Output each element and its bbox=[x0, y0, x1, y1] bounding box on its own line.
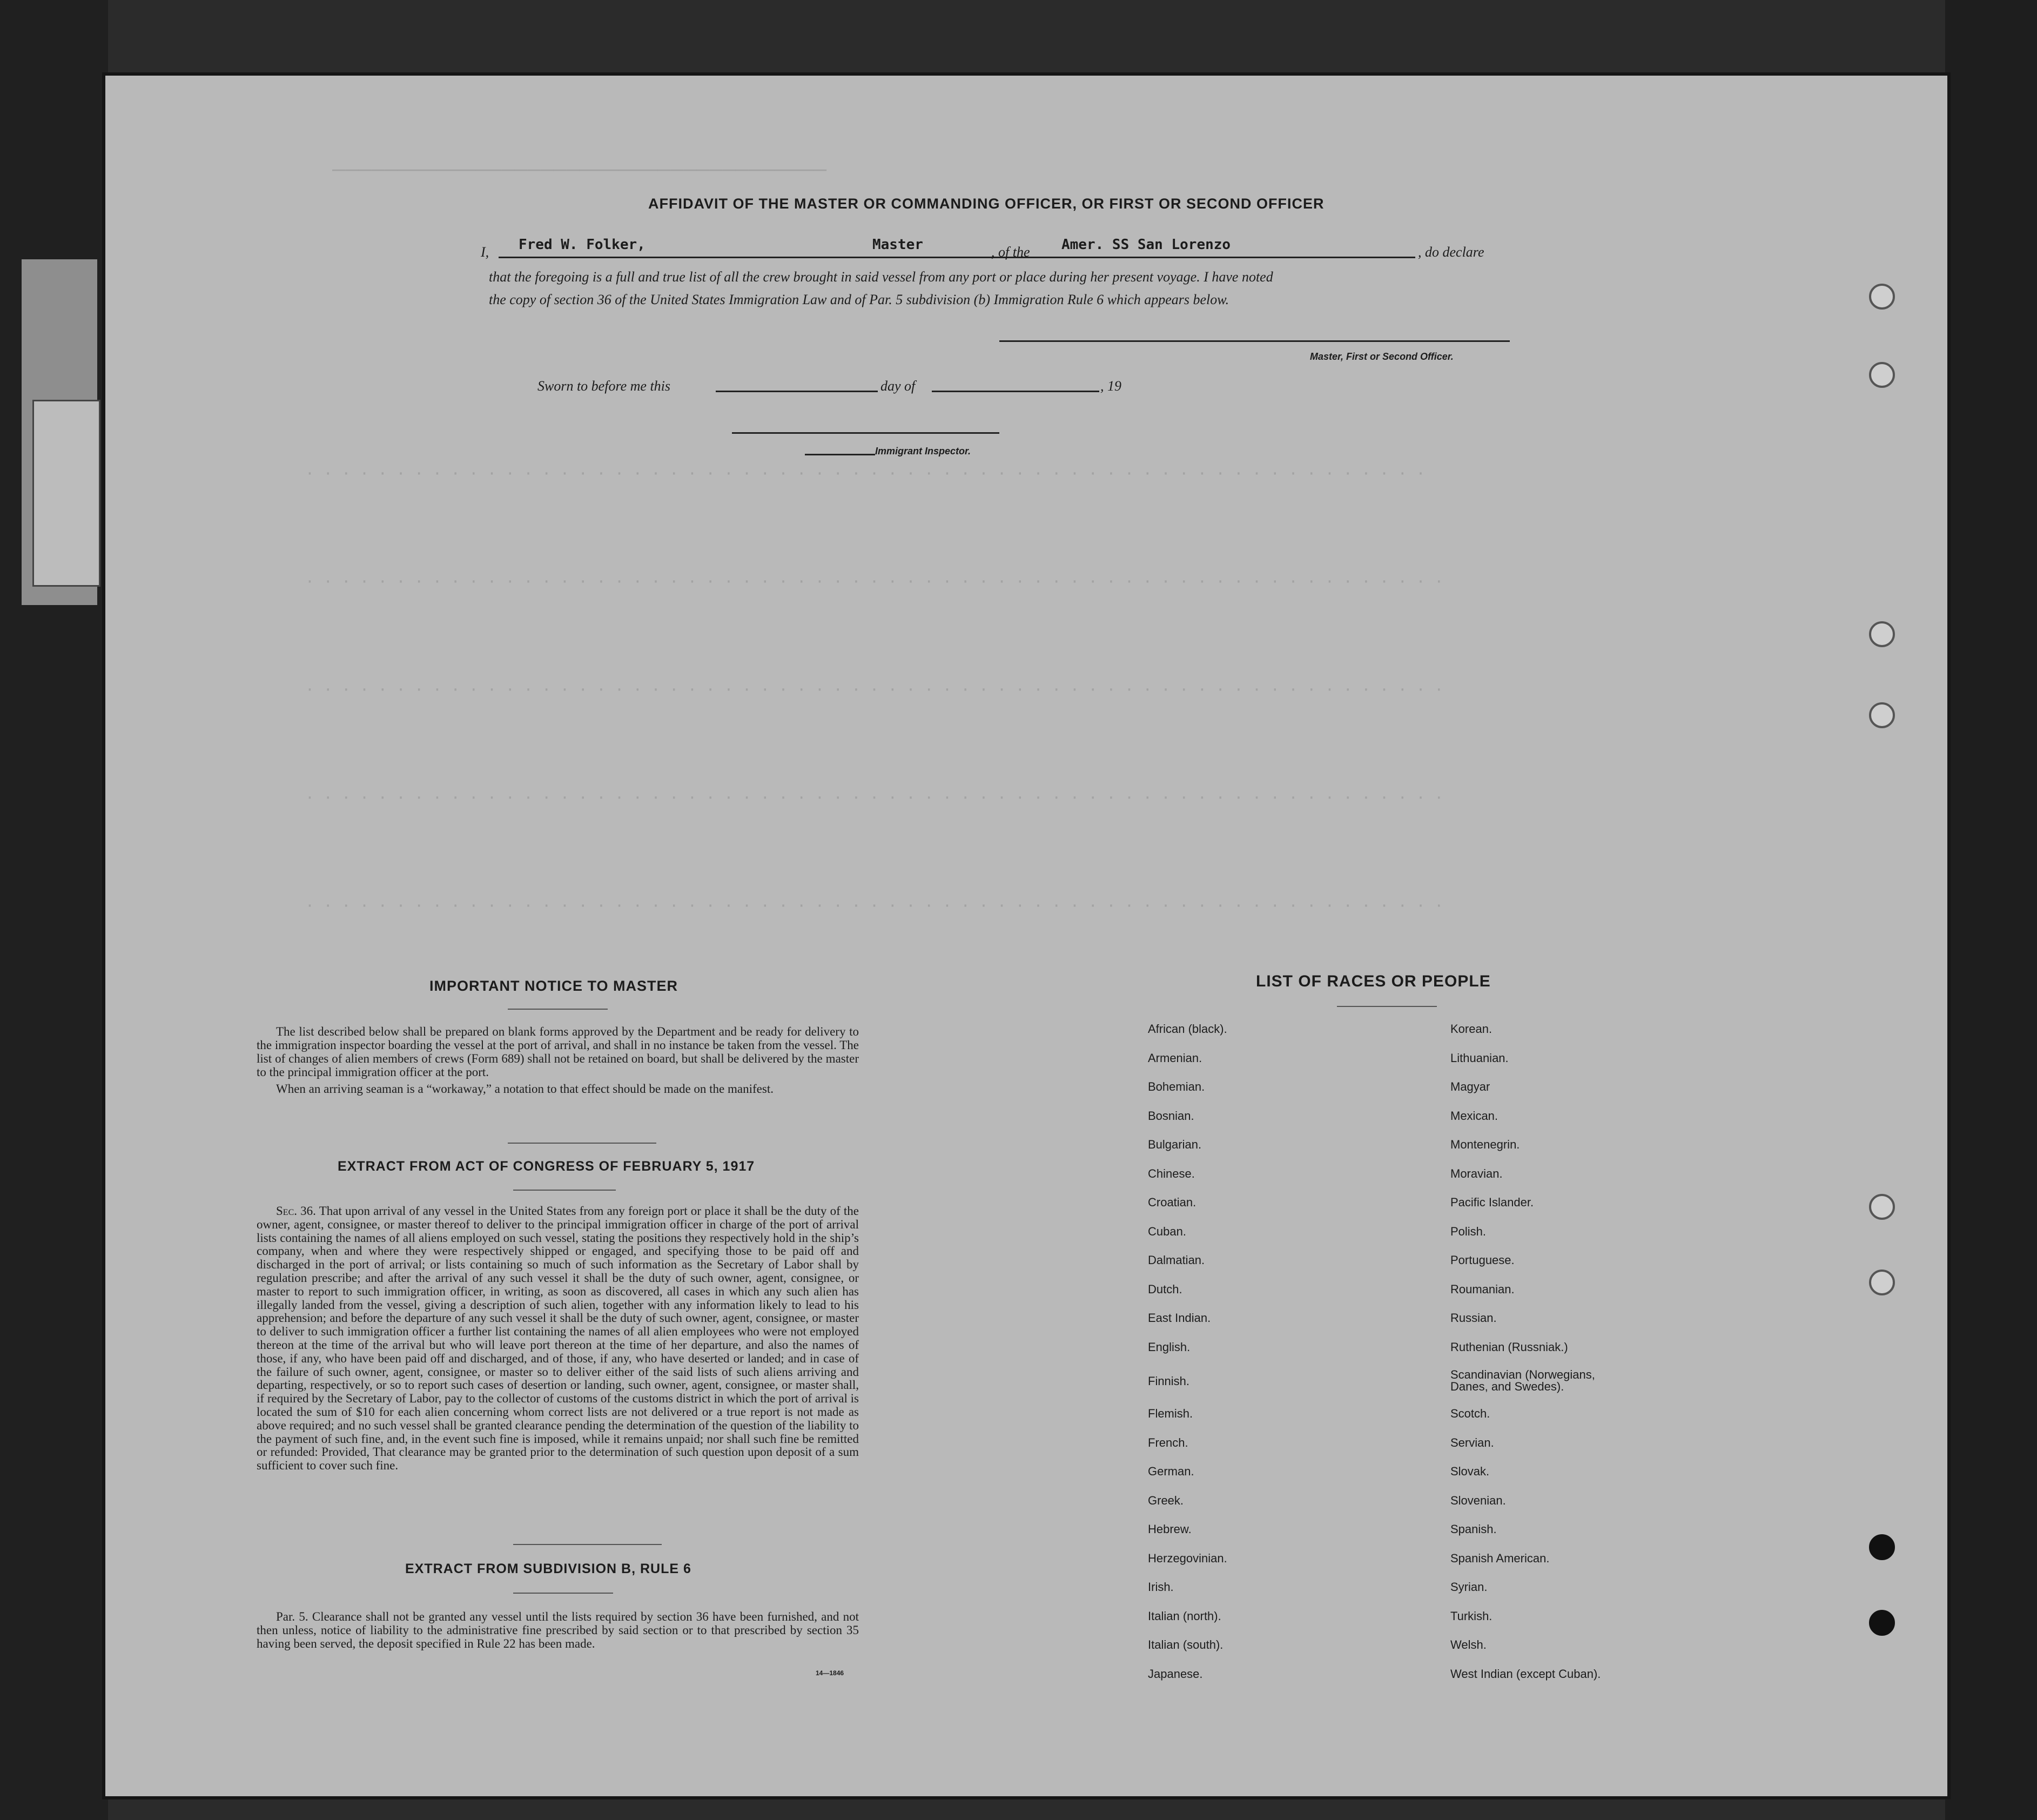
race-item: Greek. bbox=[1148, 1493, 1184, 1507]
race-item: Flemish. bbox=[1148, 1407, 1193, 1420]
affidavit-line1: that the foregoing is a full and true list of all the crew brought in said vessel from any port or place during her present voyage. I have noted bbox=[489, 269, 1273, 285]
race-item: Russian. bbox=[1450, 1311, 1497, 1325]
adjacent-page-form bbox=[32, 400, 100, 587]
punch-hole bbox=[1869, 1610, 1895, 1636]
section-divider bbox=[513, 1544, 662, 1545]
race-item: Dutch. bbox=[1148, 1282, 1182, 1296]
extract-rule-title: EXTRACT FROM SUBDIVISION B, RULE 6 bbox=[405, 1561, 691, 1576]
races-rule bbox=[1337, 1006, 1437, 1007]
sworn-day-line bbox=[716, 391, 878, 392]
section-36-text: That upon arrival of any vessel in the United States from any foreign port or place it shall be the duty of the owner, agent, consignee, or master thereof to deliver to the principal immigration officer in charge of the port of arrival lists containing the names of all aliens employed on such vessel, stating the positions they respectively hold in the ship’s company, when and where they were respectively shipped or engaged, and specifying those to be paid off and discharged in the port of arrival; or lists containing so much of such information as the Secretary of Labor shall by regulation prescribe; and after the arrival of any such vessel it shall be the duty of such owner, agent, consignee, or master to report to such immigration officer, in writing, as soon as discovered, all cases in which any such alien has illegally landed from the vessel, giving a description of such alien, together with any information likely to lead to his apprehension; and before the departure of any such vessel it shall be the duty of such owner, agent, consignee, or master to deliver to such immigration officer a further list containing the names of all alien employees who were not employed thereon at the time of the arrival but who will leave port thereon at the time of her departure, and also the names of those, if any, who have been paid off and discharged, and of those, if any, who have deserted or landed; and in case of the failure of such owner, agent, consignee, or master so to deliver either of the said lists of such aliens arriving and departing, respectively, or so to report such cases of desertion or landing, such owner, agent, consignee, or master shall, if required by the Secretary of Labor, pay to the collector of customs of the customs district in which the port of arrival is located the sum of $10 for each alien concerning whom correct lists are not delivered or a true report is not made as above required; and no such vessel shall be granted clearance pending the determination of the question of the liability to the payment of such fine, and, in the event such fine is imposed, while it remains unpaid; nor shall such fine be remitted or refunded: Provided, That clearance may be granted prior to the determination of such question upon deposit of a sum sufficient to cover such fine. bbox=[257, 1204, 859, 1473]
extract-rule-rule bbox=[513, 1593, 613, 1594]
extract-act-title: EXTRACT FROM ACT OF CONGRESS OF FEBRUARY 5, 1917 bbox=[338, 1159, 755, 1174]
inspector-underline bbox=[805, 454, 875, 455]
bleed-through-row: · · · · · · · · · · · · · · · · · · · · · · · · · · · · · · · · · · · · · · · · · · · · · · · · · · · · · · · · · · · · · · bbox=[305, 465, 1426, 482]
race-item bbox=[1148, 1369, 1418, 1407]
race-item bbox=[1450, 1369, 1677, 1407]
races-column-1 bbox=[1148, 1022, 1418, 1696]
race-item: Moravian. bbox=[1450, 1166, 1503, 1180]
race-item: Chinese. bbox=[1148, 1166, 1195, 1180]
race-item: Herzegovinian. bbox=[1148, 1551, 1227, 1565]
bleed-through-row: · · · · · · · · · · · · · · · · · · · · · · · · · · · · · · · · · · · · · · · · · · · · · · · · · · · · · · · · · · · · · · · bbox=[305, 897, 1444, 915]
scan-left-edge bbox=[0, 0, 108, 1820]
notice-paragraph-2: When an arriving seaman is a “workaway,” a notation to that effect should be made on the manifest. bbox=[276, 1082, 774, 1096]
race-item: Magyar bbox=[1450, 1080, 1490, 1093]
notice-title: IMPORTANT NOTICE TO MASTER bbox=[429, 978, 678, 994]
race-item: Syrian. bbox=[1450, 1580, 1488, 1594]
race-item: African (black). bbox=[1148, 1022, 1227, 1036]
bleed-through-row: · · · · · · · · · · · · · · · · · · · · · · · · · · · · · · · · · · · · · · · · · · · · · · · · · · · · · · · · · · · · · · · bbox=[305, 789, 1444, 807]
bleed-through-row: · · · · · · · · · · · · · · · · · · · · · · · · · · · · · · · · · · · · · · · · · · · · · · · · · · · · · · · · · · · · · · · bbox=[305, 681, 1444, 699]
race-item: Portuguese. bbox=[1450, 1253, 1515, 1267]
notice-text bbox=[257, 1025, 859, 1099]
race-item: East Indian. bbox=[1148, 1311, 1211, 1325]
document-page bbox=[105, 76, 1947, 1796]
race-item: Cuban. bbox=[1148, 1224, 1186, 1238]
punch-hole bbox=[1869, 1534, 1895, 1560]
bleed-through-heading: —————————————————————————————————————— bbox=[332, 157, 827, 182]
master-name: Fred W. Folker, bbox=[519, 237, 646, 253]
signature-label: Master, First or Second Officer. bbox=[1310, 351, 1454, 362]
rule-paragraph: Par. 5. Clearance shall not be granted any vessel until the lists required by section 36 have been furnished, and not then unless, notice of liability to the administrative fine prescribed by said section or to that prescribed by section 35 having been served, the deposit specified in Rule 22 has been made. bbox=[257, 1610, 859, 1650]
race-item: Mexican. bbox=[1450, 1109, 1498, 1123]
extract-act-rule bbox=[513, 1190, 616, 1191]
race-item: Montenegrin. bbox=[1450, 1138, 1520, 1151]
race-item: Italian (north). bbox=[1148, 1609, 1221, 1623]
affidavit-line2: the copy of section 36 of the United States Immigration Law and of Par. 5 subdivision (b) Immigration Rule 6 which appears below. bbox=[489, 292, 1229, 307]
races-column-2 bbox=[1450, 1022, 1677, 1696]
race-item: Armenian. bbox=[1148, 1051, 1202, 1065]
extract-rule-text bbox=[257, 1610, 859, 1654]
punch-hole bbox=[1869, 284, 1895, 310]
punch-hole bbox=[1869, 621, 1895, 647]
punch-hole bbox=[1869, 1194, 1895, 1220]
bleed-through-row: · · · · · · · · · · · · · · · · · · · · · · · · · · · · · · · · · · · · · · · · · · · · · · · · · · · · · · · · · · · · · · · bbox=[305, 573, 1444, 590]
race-item: Servian. bbox=[1450, 1435, 1494, 1449]
master-rank: Master bbox=[872, 237, 923, 253]
race-item: Ruthenian (Russniak.) bbox=[1450, 1340, 1568, 1354]
race-item: Slovak. bbox=[1450, 1465, 1490, 1478]
race-item: Slovenian. bbox=[1450, 1493, 1506, 1507]
extract-act-text bbox=[257, 1205, 859, 1476]
race-item: Scotch. bbox=[1450, 1407, 1490, 1420]
race-item: English. bbox=[1148, 1340, 1191, 1354]
notice-rule bbox=[508, 1009, 608, 1010]
race-item: Welsh. bbox=[1450, 1638, 1487, 1651]
section-divider bbox=[508, 1143, 656, 1144]
race-item: Hebrew. bbox=[1148, 1522, 1192, 1536]
race-item: Lithuanian. bbox=[1450, 1051, 1509, 1065]
sworn-label: Sworn to before me this bbox=[537, 378, 671, 394]
race-item: Spanish. bbox=[1450, 1522, 1497, 1536]
races-title: LIST OF RACES OR PEOPLE bbox=[1256, 972, 1491, 990]
affidavit-i-label: I, bbox=[481, 244, 489, 260]
section-label: Sec. 36. bbox=[276, 1204, 316, 1218]
signature-line bbox=[999, 340, 1510, 342]
vessel-name: Amer. SS San Lorenzo bbox=[1061, 237, 1231, 253]
notice-paragraph-1: The list described below shall be prepared on blank forms approved by the Department and be ready for delivery to the immigration inspector boarding the vessel at the port of arrival, and shall in no instance be taken from the vessel. The list of changes of alien members of crews (Form 689) shall not be retained on board, but shall be delivered by the master to the principal immigration officer at the port. bbox=[257, 1025, 859, 1079]
inspector-label: Immigrant Inspector. bbox=[875, 446, 971, 456]
race-item: Bosnian. bbox=[1148, 1109, 1194, 1123]
race-item: Bulgarian. bbox=[1148, 1138, 1202, 1151]
inspector-line bbox=[732, 432, 999, 434]
race-item: Italian (south). bbox=[1148, 1638, 1223, 1651]
sworn-month-line bbox=[932, 391, 1099, 392]
punch-hole bbox=[1869, 1270, 1895, 1295]
punch-hole bbox=[1869, 362, 1895, 388]
race-item: Japanese. bbox=[1148, 1667, 1203, 1681]
of-the-label: , of the bbox=[991, 244, 1030, 260]
race-item: Pacific Islander. bbox=[1450, 1196, 1534, 1209]
scan-right-edge bbox=[1945, 0, 2037, 1820]
race-item: Irish. bbox=[1148, 1580, 1174, 1594]
race-item: Bohemian. bbox=[1148, 1080, 1205, 1093]
race-item: Turkish. bbox=[1450, 1609, 1493, 1623]
race-item: Dalmatian. bbox=[1148, 1253, 1205, 1267]
race-item-text: Scandinavian (Norwegians, Danes, and Swedes). bbox=[1450, 1368, 1595, 1393]
race-item: Spanish American. bbox=[1450, 1551, 1550, 1565]
race-item-text: Finnish. bbox=[1148, 1374, 1190, 1388]
year-label: , 19 bbox=[1100, 378, 1121, 394]
race-item: West Indian (except Cuban). bbox=[1450, 1667, 1601, 1681]
race-item: Roumanian. bbox=[1450, 1282, 1515, 1296]
affidavit-title: AFFIDAVIT OF THE MASTER OR COMMANDING OFFICER, OR FIRST OR SECOND OFFICER bbox=[648, 196, 1325, 212]
day-of-label: day of bbox=[880, 378, 916, 394]
vessel-line bbox=[1043, 257, 1415, 258]
race-item: Croatian. bbox=[1148, 1196, 1196, 1209]
do-declare-label: , do declare bbox=[1418, 244, 1484, 260]
punch-hole bbox=[1869, 702, 1895, 728]
race-item: Polish. bbox=[1450, 1224, 1487, 1238]
race-item: Korean. bbox=[1450, 1022, 1493, 1036]
race-item: French. bbox=[1148, 1435, 1188, 1449]
race-item: German. bbox=[1148, 1465, 1194, 1478]
form-number: 14—1846 bbox=[816, 1669, 844, 1677]
